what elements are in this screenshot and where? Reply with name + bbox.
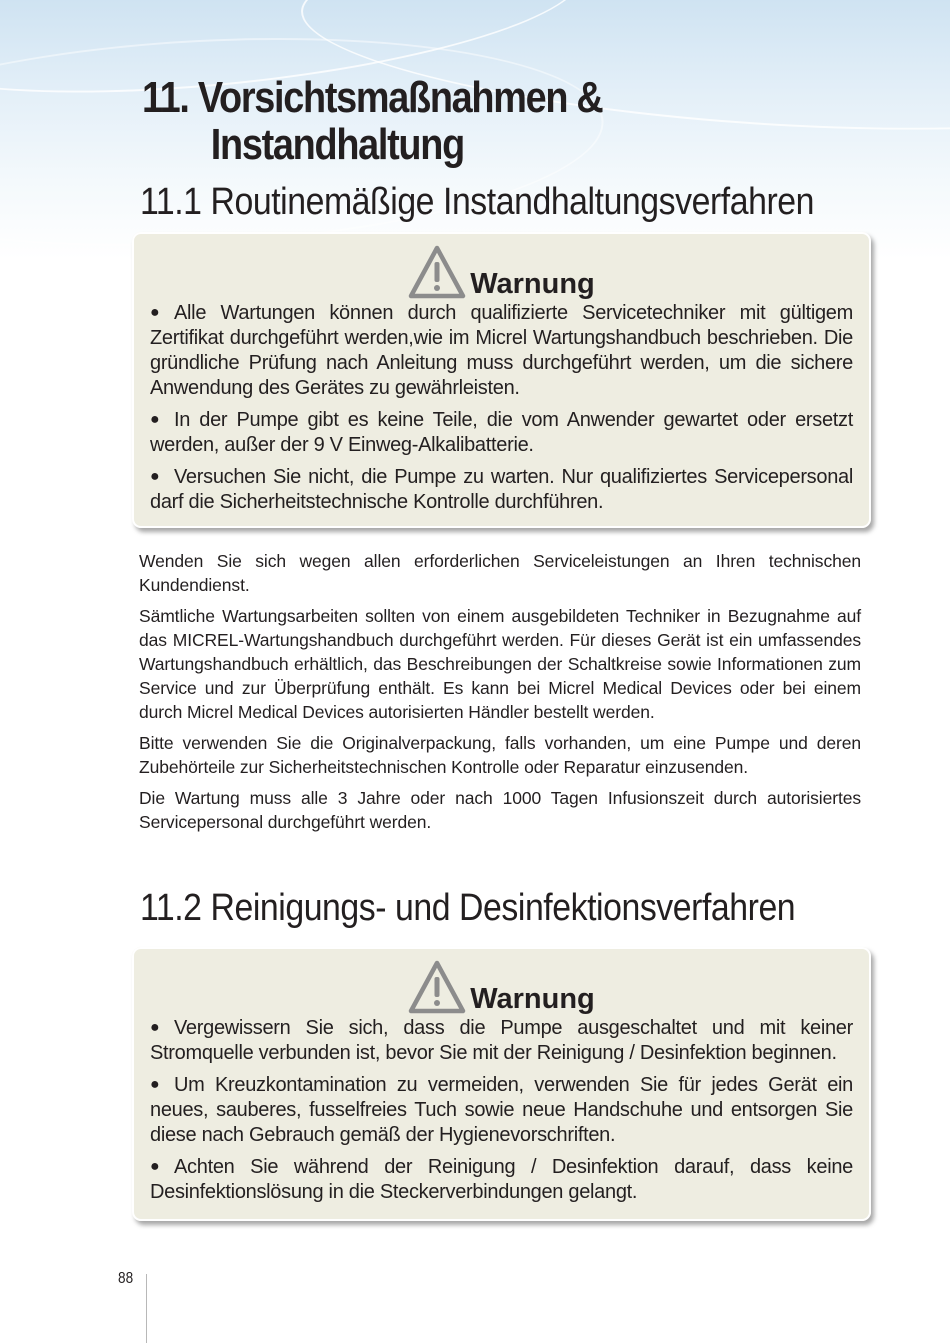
chapter-title: [142, 74, 602, 168]
chapter-title-line2: Instandhaltung: [210, 120, 464, 169]
bullet: ●: [150, 468, 160, 485]
warning-triangle-icon: [408, 244, 466, 300]
warning-item: ● Um Kreuzkontamination zu vermeiden, verwenden Sie für jedes Gerät ein neues, sauberes, fusselfreies Tuch sowie neue Handschuhe und entsorgen Sie diese nach Gebrauch gemäß der Hygienevorschriften.: [150, 1074, 853, 1146]
warning-box-maintenance: [132, 232, 871, 528]
warning-item: ● Achten Sie während der Reinigung / Desinfektion darauf, dass keine Desinfektionslösung in die Steckerverbindungen gelangt.: [150, 1156, 853, 1203]
warning-item: ● Alle Wartungen können durch qualifizierte Servicetechniker mit gültigem Zertifikat durchgeführt werden,wie im Micrel Wartungshandbuch beschrieben. Die gründliche Prüfung nach Anleitung muss durchgeführt werden, um die sichere Anwendung des Gerätes zu gewährleisten.: [150, 302, 853, 399]
bullet: ●: [150, 304, 160, 321]
warning-title: Warnung: [470, 268, 595, 300]
maintenance-body-text: [139, 549, 861, 841]
bullet: ●: [150, 1019, 160, 1036]
warning-list: [150, 1015, 853, 1205]
bullet: ●: [150, 411, 160, 428]
page-number: 88: [118, 1270, 134, 1287]
section-title-routine-maintenance: 11.1 Routinemäßige Instandhaltungsverfahren: [140, 181, 814, 223]
page-number-divider: [146, 1274, 147, 1343]
warning-box-cleaning: [132, 947, 871, 1221]
chapter-number: 11.: [142, 73, 189, 122]
paragraph: Die Wartung muss alle 3 Jahre oder nach 1000 Tagen Infusionszeit durch autorisiertes Servicepersonal durchgeführt werden.: [139, 788, 861, 832]
bullet: ●: [150, 1158, 160, 1175]
warning-item: ● Versuchen Sie nicht, die Pumpe zu warten. Nur qualifiziertes Servicepersonal darf die Sicherheitstechnische Kontrolle durchführen.: [150, 466, 853, 513]
paragraph: Sämtliche Wartungsarbeiten sollten von einem ausgebildeten Techniker in Bezugnahme auf das MICREL-Wartungshandbuch durchgeführt werden. Für dieses Gerät ist ein umfassendes Wartungshandbuch erhältlich, das Beschreibungen der Schaltkreise sowie Informationen zum Service und zur Überprüfung enthält. Es kann bei Micrel Medical Devices oder bei einem durch Micrel Medical Devices autorisierten Händler bestellt werden.: [139, 606, 861, 722]
warning-list: [150, 300, 853, 515]
warning-item: ● In der Pumpe gibt es keine Teile, die vom Anwender gewartet oder ersetzt werden, außer der 9 V Einweg-Alkalibatterie.: [150, 409, 853, 456]
section-title-cleaning: 11.2 Reinigungs- und Desinfektionsverfahren: [140, 887, 796, 929]
warning-header: [150, 236, 853, 300]
warning-title: Warnung: [470, 983, 595, 1015]
paragraph: Wenden Sie sich wegen allen erforderlichen Serviceleistungen an Ihren technischen Kundendienst.: [139, 551, 861, 595]
warning-item: ● Vergewissern Sie sich, dass die Pumpe ausgeschaltet und mit keiner Stromquelle verbunden ist, bevor Sie mit der Reinigung / Desinfektion beginnen.: [150, 1017, 853, 1064]
paragraph: Bitte verwenden Sie die Originalverpackung, falls vorhanden, um eine Pumpe und deren Zubehörteile zur Sicherheitstechnischen Kontrolle oder Reparatur einzusenden.: [139, 733, 861, 777]
bullet: ●: [150, 1076, 160, 1093]
warning-triangle-icon: [408, 959, 466, 1015]
warning-header: [150, 951, 853, 1015]
chapter-title-line1: Vorsichtsmaßnahmen &: [197, 73, 603, 122]
